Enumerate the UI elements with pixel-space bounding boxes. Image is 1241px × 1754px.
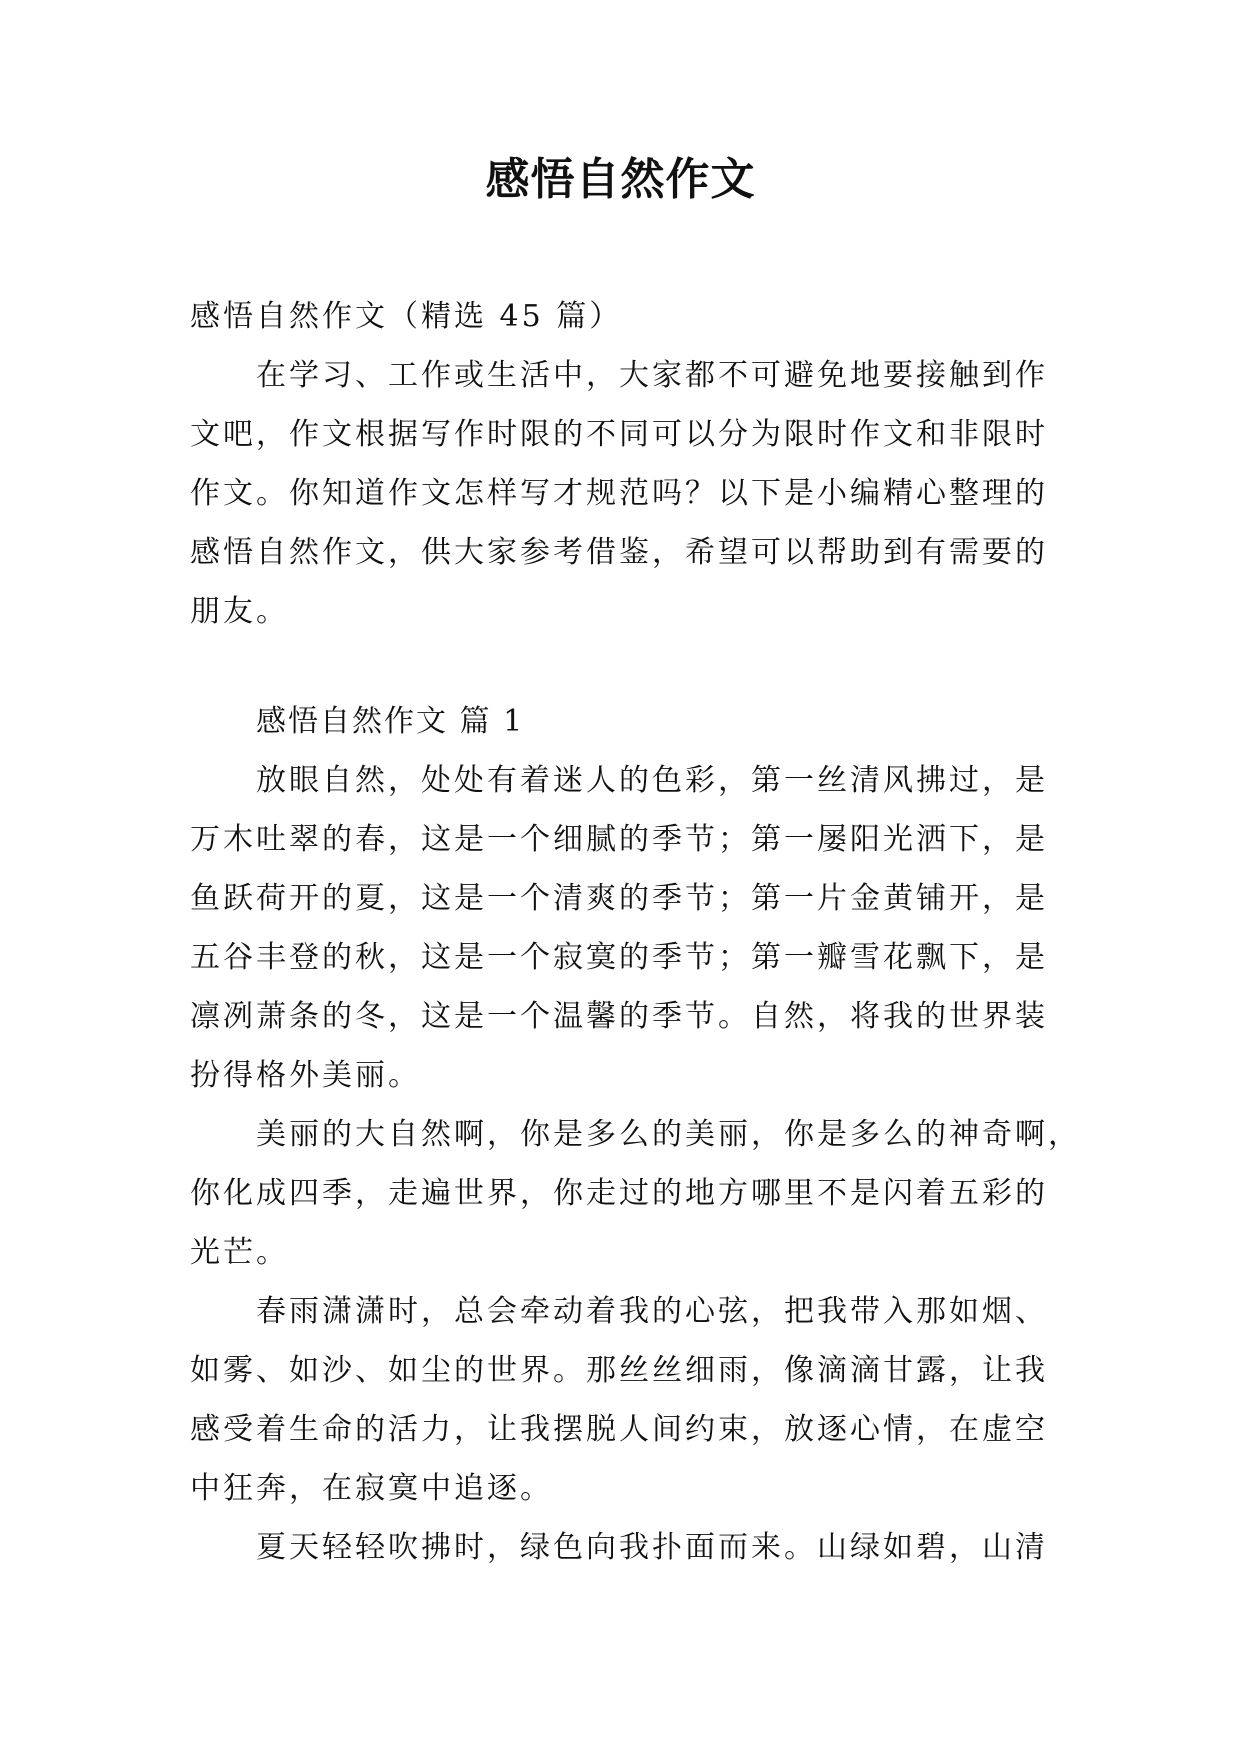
paragraph-line: 中狂奔，在寂寞中追逐。: [190, 1471, 553, 1506]
paragraph-line: 放眼自然，处处有着迷人的色彩，第一丝清风拂过，是: [256, 763, 1048, 798]
paragraph-line: 感受着生命的活力，让我摆脱人间约束，放逐心情，在虚空: [190, 1412, 1048, 1447]
section-title: 感悟自然作文 篇 1: [256, 704, 525, 739]
document-body: [190, 287, 1081, 1577]
intro-line: 文吧，作文根据写作时限的不同可以分为限时作文和非限时: [190, 417, 1048, 452]
intro-line: 感悟自然作文，供大家参考借鉴，希望可以帮助到有需要的: [190, 535, 1048, 570]
paragraph-line: 扮得格外美丽。: [190, 1058, 421, 1093]
paragraph-line: 光芒。: [190, 1235, 289, 1270]
intro-line: 在学习、工作或生活中，大家都不可避免地要接触到作: [256, 358, 1048, 393]
intro-line: 作文。你知道作文怎样写才规范吗？以下是小编精心整理的: [190, 476, 1048, 511]
paragraph-line: 如雾、如沙、如尘的世界。那丝丝细雨，像滴滴甘露，让我: [190, 1353, 1048, 1388]
paragraph-gap: [190, 641, 1050, 692]
paragraph-line: 春雨潇潇时，总会牵动着我的心弦，把我带入那如烟、: [256, 1294, 1048, 1329]
paragraph-line: 万木吐翠的春，这是一个细腻的季节；第一屡阳光洒下，是: [190, 822, 1048, 857]
intro-line: 朋友。: [190, 594, 289, 629]
subtitle: 感悟自然作文（精选 45 篇）: [190, 299, 623, 334]
paragraph-line: 五谷丰登的秋，这是一个寂寞的季节；第一瓣雪花飘下，是: [190, 940, 1048, 975]
paragraph-line: 凛冽萧条的冬，这是一个温馨的季节。自然，将我的世界装: [190, 999, 1048, 1034]
paragraph-line: 你化成四季，走遍世界，你走过的地方哪里不是闪着五彩的: [190, 1176, 1048, 1211]
paragraph-line: 美丽的大自然啊，你是多么的美丽，你是多么的神奇啊，: [256, 1117, 1081, 1152]
paragraph-line: 夏天轻轻吹拂时，绿色向我扑面而来。山绿如碧，山清: [256, 1530, 1048, 1565]
document-title: 感悟自然作文: [485, 154, 756, 205]
paragraph-line: 鱼跃荷开的夏，这是一个清爽的季节；第一片金黄铺开，是: [190, 881, 1048, 916]
